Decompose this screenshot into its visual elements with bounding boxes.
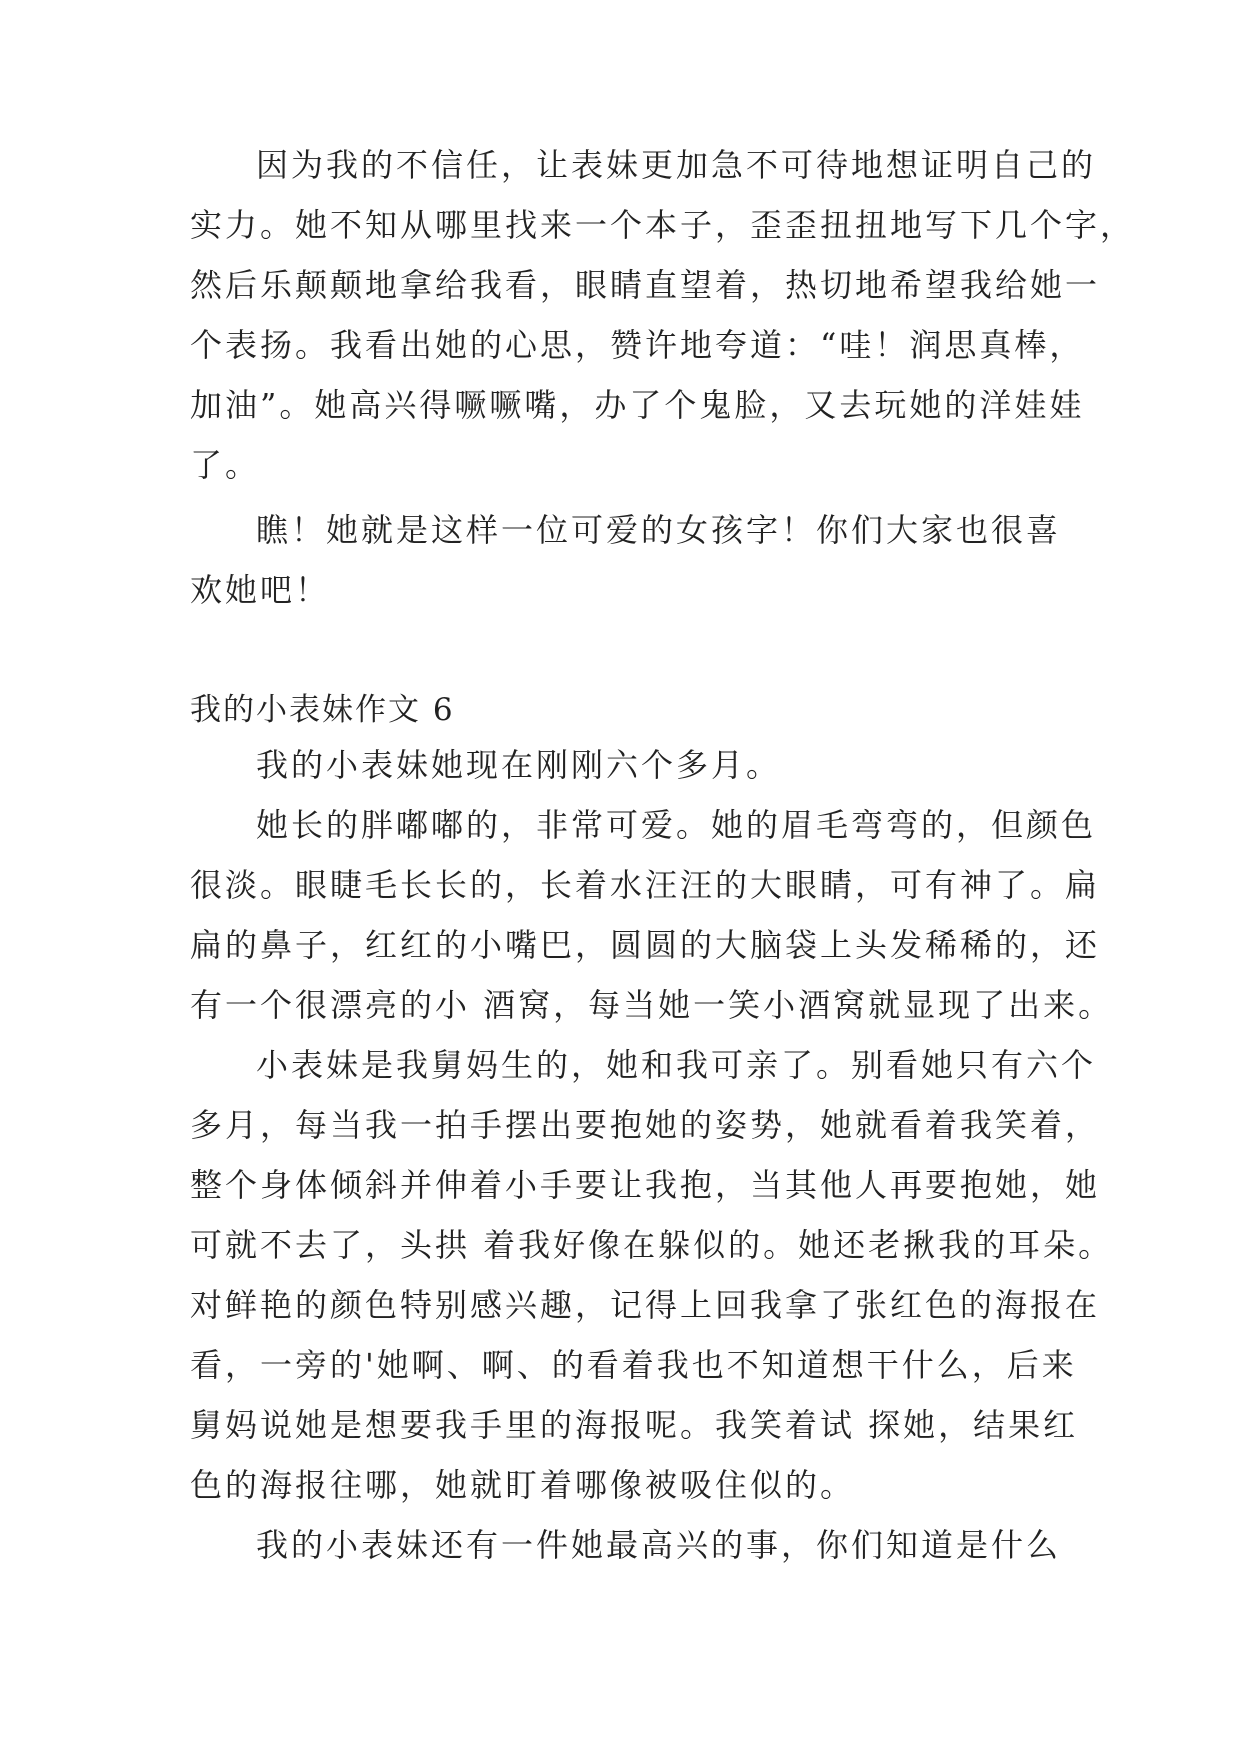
paragraph-line: 她长的胖嘟嘟的，非常可爱。她的眉毛弯弯的，但颜色	[256, 806, 1097, 844]
paragraph-line: 欢她吧！	[190, 571, 331, 609]
document-body	[190, 0, 1136, 1754]
section-title: 我的小表妹作文 6	[190, 692, 455, 728]
paragraph-line: 瞧！她就是这样一位可爱的女孩字！你们大家也很喜	[256, 511, 1062, 549]
paragraph-line: 对鲜艳的颜色特别感兴趣，记得上回我拿了张红色的海报在	[190, 1286, 1101, 1324]
paragraph-line: 很淡。眼睫毛长长的，长着水汪汪的大眼睛，可有神了。扁	[190, 866, 1101, 904]
paragraph-line: 然后乐颠颠地拿给我看，眼睛直望着，热切地希望我给她一	[190, 266, 1101, 304]
paragraph-line: 多月，每当我一拍手摆出要抱她的姿势，她就看着我笑着，	[190, 1106, 1101, 1144]
paragraph-line: 我的小表妹她现在刚刚六个多月。	[256, 746, 782, 784]
paragraph-line: 我的小表妹还有一件她最高兴的事，你们知道是什么	[256, 1526, 1062, 1564]
paragraph-line: 加油”。她高兴得噘噘嘴，办了个鬼脸，又去玩她的洋娃娃	[190, 386, 1085, 424]
paragraph-line: 色的海报往哪，她就盯着哪像被吸住似的。	[190, 1466, 856, 1504]
paragraph-line: 实力。她不知从哪里找来一个本子，歪歪扭扭地写下几个字，	[190, 206, 1136, 244]
paragraph-line: 看，一旁的'她啊、啊、的看着我也不知道想干什么，后来	[190, 1346, 1077, 1384]
paragraph-line: 了。	[190, 446, 261, 484]
paragraph-line: 可就不去了，头拱 着我好像在躲似的。她还老揪我的耳朵。	[190, 1226, 1114, 1264]
paragraph-line: 个表扬。我看出她的心思，赞许地夸道：“哇！润思真棒，	[190, 326, 1085, 364]
paragraph-line: 舅妈说她是想要我手里的海报呢。我笑着试 探她，结果红	[190, 1406, 1079, 1444]
paragraph-line: 有一个很漂亮的小 酒窝，每当她一笑小酒窝就显现了出来。	[190, 986, 1114, 1024]
paragraph-line: 扁的鼻子，红红的小嘴巴，圆圆的大脑袋上头发稀稀的，还	[190, 926, 1101, 964]
paragraph-line: 小表妹是我舅妈生的，她和我可亲了。别看她只有六个	[256, 1046, 1097, 1084]
paragraph-line: 整个身体倾斜并伸着小手要让我抱，当其他人再要抱她，她	[190, 1166, 1101, 1204]
paragraph-line: 因为我的不信任，让表妹更加急不可待地想证明自己的	[256, 146, 1097, 184]
